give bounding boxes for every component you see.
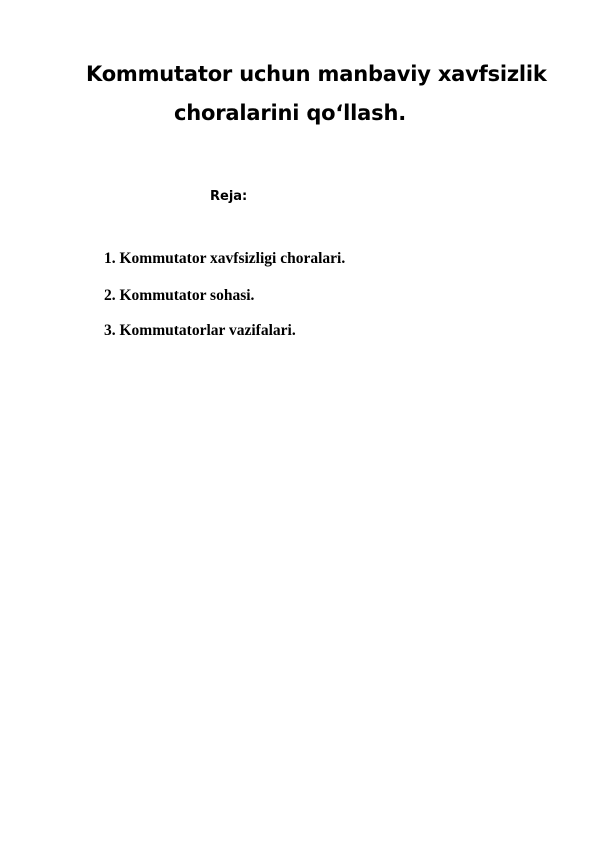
plan-heading: Reja: [210,189,248,204]
plan-item: 1. Kommutator xavfsizligi choralari. [104,250,346,267]
document-title-line-2: choralarini qo‘llash. [174,101,406,125]
plan-item: 3. Kommutatorlar vazifalari. [104,322,296,339]
plan-item: 2. Kommutator sohasi. [104,287,255,304]
document-title-line-1: Kommutator uchun manbaviy xavfsizlik [86,62,547,86]
